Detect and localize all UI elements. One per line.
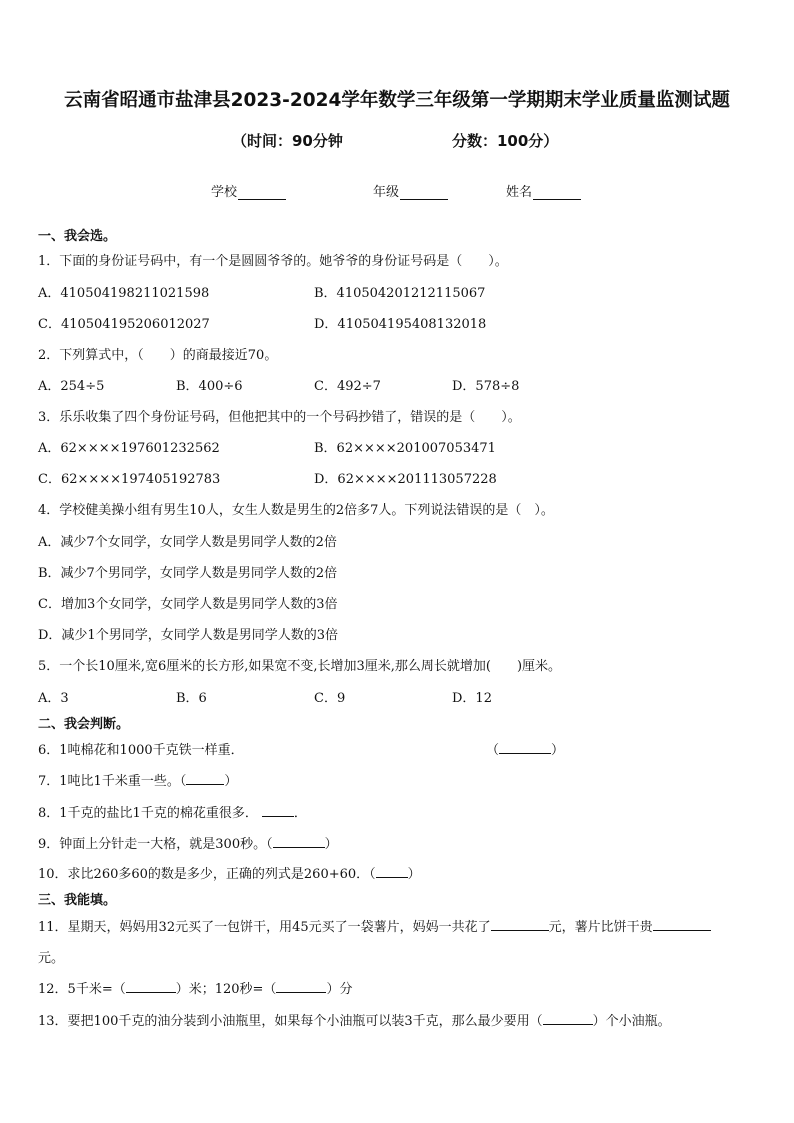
section-heading-3: 三、我能填。	[38, 893, 117, 908]
q3-option-d: D．62××××201113057228	[314, 472, 497, 487]
q2-option-b: B．400÷6	[176, 379, 243, 394]
question-8	[38, 802, 307, 821]
q3-option-c: C．62××××197405192783	[38, 472, 221, 487]
q9-blank-line	[273, 834, 325, 848]
question-9	[38, 833, 338, 852]
q11-text-1: 11．星期天，妈妈用32元买了一包饼干，用45元买了一袋薯片，妈妈一共花了	[38, 920, 491, 935]
name-field	[506, 181, 581, 200]
q1-option-b: B．410504201212115067	[314, 286, 486, 301]
q10-paren-close: ）	[407, 867, 421, 882]
question-4: 4．学校健美操小组有男生10人，女生人数是男生的2倍多7人。下列说法错误的是（ ）。	[38, 503, 554, 518]
question-3: 3．乐乐收集了四个身份证号码，但他把其中的一个号码抄错了，错误的是（ ）。	[38, 410, 521, 425]
q1-option-d: D．410504195408132018	[314, 317, 487, 332]
q2-option-a: A．254÷5	[38, 379, 105, 394]
q12-blank-2	[276, 979, 326, 993]
q3-option-a: A．62××××197601232562	[38, 441, 220, 456]
name-blank	[533, 185, 581, 200]
q4-option-c: C．增加3个女同学，女同学人数是男同学人数的3倍	[38, 597, 338, 612]
q4-option-d: D．减少1个男同学，女同学人数是男同学人数的3倍	[38, 628, 338, 643]
school-field	[211, 181, 286, 200]
q9-paren-close: ）	[324, 837, 338, 852]
q12-text-2: ）米；120秒=（	[175, 982, 277, 997]
grade-label: 年级	[373, 185, 400, 200]
page-title: 云南省昭通市盐津县2023-2024学年数学三年级第一学期期末学业质量监测试题	[64, 90, 730, 111]
q7-text: 7．1吨比1千米重一些。（	[38, 774, 187, 789]
section-heading-2: 二、我会判断。	[38, 717, 130, 732]
grade-blank	[400, 185, 448, 200]
q1-option-a: A．410504198211021598	[38, 286, 210, 301]
q8-tail: ．	[293, 806, 307, 821]
q2-option-d: D．578÷8	[452, 379, 520, 394]
question-7	[38, 770, 237, 789]
q7-blank-line	[186, 771, 224, 785]
name-label: 姓名	[506, 185, 533, 200]
q9-text: 9．钟面上分针走一大格，就是300秒。（	[38, 837, 273, 852]
q11-text-2: 元，薯片比饼干贵	[548, 920, 653, 935]
q6-paren-open: （	[486, 743, 500, 758]
question-11	[38, 916, 711, 935]
q5-option-a: A．3	[38, 691, 69, 706]
q2-option-c: C．492÷7	[314, 379, 381, 394]
q6-blank-line	[499, 740, 551, 754]
question-2: 2．下列算式中，（ ）的商最接近70。	[38, 348, 278, 363]
exam-meta	[0, 130, 794, 150]
q12-text-3: ）分	[326, 982, 353, 997]
q3-option-b: B．62××××201007053471	[314, 441, 496, 456]
question-13	[38, 1010, 671, 1029]
q7-paren-close: ）	[224, 774, 238, 789]
q1-option-c: C．410504195206012027	[38, 317, 210, 332]
q8-blank-line	[262, 803, 294, 817]
q13-text-1: 13．要把100千克的油分装到小油瓶里，如果每个小油瓶可以装3千克，那么最少要用（	[38, 1014, 543, 1029]
q13-text-2: ）个小油瓶。	[592, 1014, 671, 1029]
question-10	[38, 863, 421, 882]
question-5: 5．一个长10厘米,宽6厘米的长方形,如果宽不变,长增加3厘米,那么周长就增加( )厘米。	[38, 659, 562, 674]
section-heading-1: 一、我会选。	[38, 229, 117, 244]
q5-option-c: C．9	[314, 691, 346, 706]
q4-option-a: A．减少7个女同学，女同学人数是男同学人数的2倍	[38, 535, 337, 550]
exam-score: 分数：100分）	[452, 132, 559, 150]
question-1: 1．下面的身份证号码中，有一个是圆圆爷爷的。她爷爷的身份证号码是（ ）。	[38, 254, 508, 269]
q11-blank-1	[491, 917, 549, 931]
q5-option-b: B．6	[176, 691, 207, 706]
q12-blank-1	[126, 979, 176, 993]
q12-text-1: 12．5千米=（	[38, 982, 126, 997]
q10-blank-line	[376, 864, 408, 878]
question-11-cont: 元。	[38, 951, 65, 966]
q10-text: 10．求比260多60的数是多少，正确的列式是260+60．（	[38, 867, 376, 882]
q13-blank	[543, 1011, 593, 1025]
q5-option-d: D．12	[452, 691, 492, 706]
q8-text: 8．1千克的盐比1千克的棉花重很多．	[38, 806, 258, 821]
grade-field	[373, 181, 448, 200]
question-12	[38, 978, 352, 997]
exam-time: （时间：90分钟	[232, 132, 343, 150]
school-label: 学校	[211, 185, 238, 200]
student-info	[0, 181, 794, 201]
q4-option-b: B．减少7个男同学，女同学人数是男同学人数的2倍	[38, 566, 338, 581]
q6-answer-blank	[486, 739, 564, 758]
school-blank	[238, 185, 286, 200]
q11-blank-2	[653, 917, 711, 931]
q6-paren-close: ）	[551, 743, 565, 758]
question-6: 6．1吨棉花和1000千克铁一样重．	[38, 743, 244, 758]
